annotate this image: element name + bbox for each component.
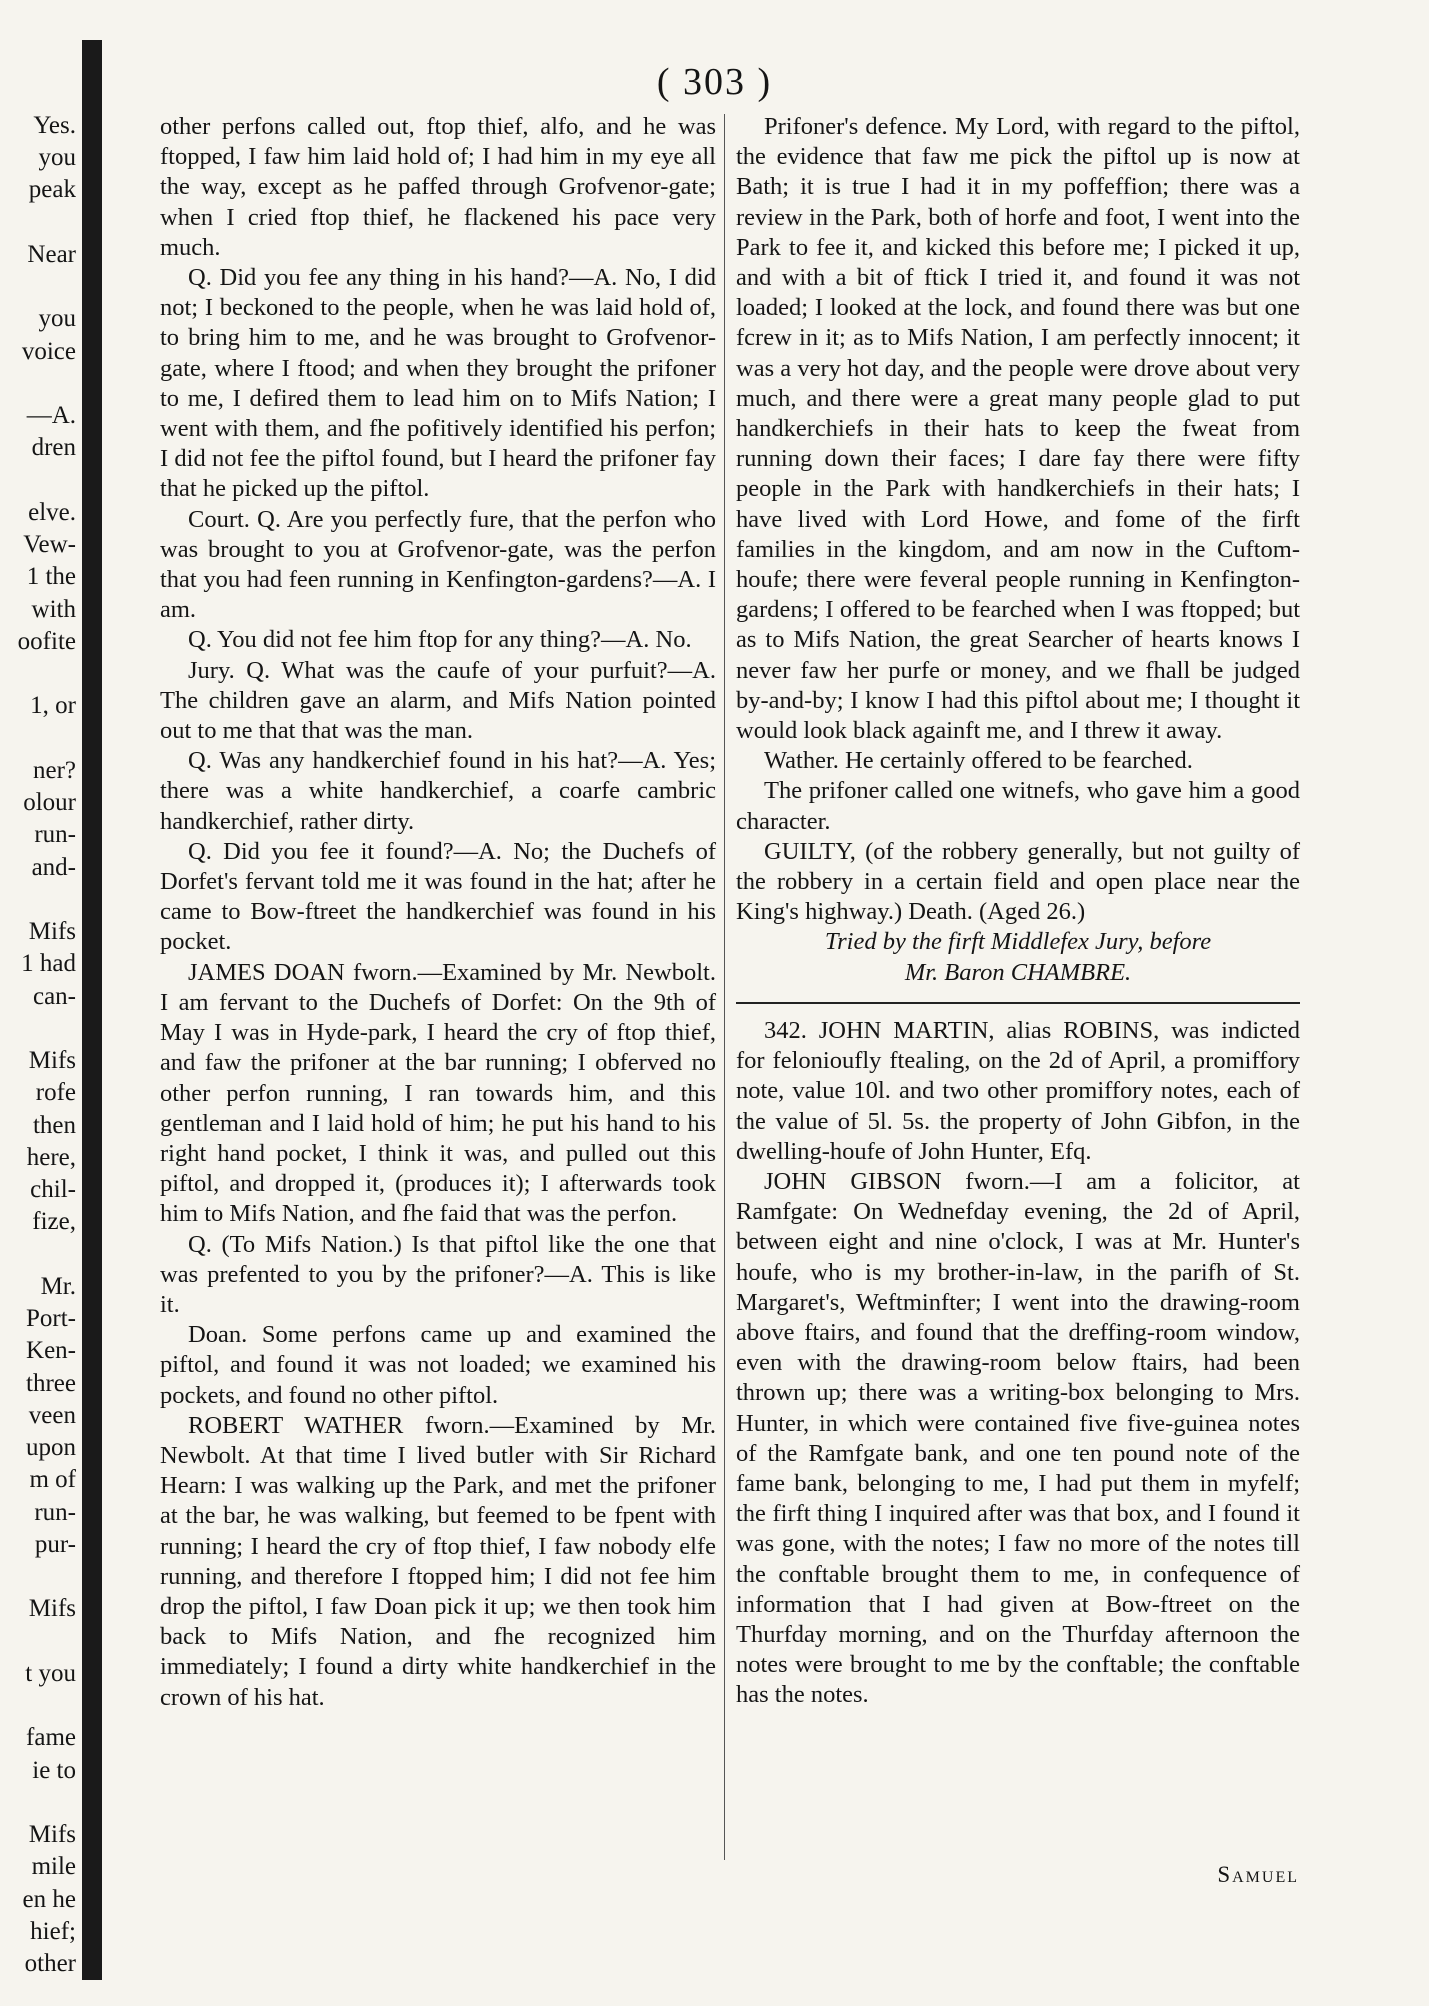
paragraph: 342. JOHN MARTIN, alias ROBINS, was indicted for felonioufly ftealing, on the 2d of April, a promiffory note, value 10l. and two other promiffory notes, each of the value of 5l. 5s. the property of John Gibfon, in the dwelling-houfe of John Hunter, Efq. [736,1016,1300,1165]
paragraph: Jury. Q. What was the caufe of your purfuit?—A. The children gave an alarm, and Mifs Nation pointed out to me that that was the man. [160,656,716,745]
margin-fragment: mile [31,1853,76,1881]
margin-fragment: oofite [17,627,76,655]
margin-fragment: other [24,1950,76,1978]
margin-fragment: 1 the [26,563,76,591]
margin-fragment: Mr. [40,1272,76,1300]
margin-fragment: Yes. [33,112,76,139]
margin-fragment: Mifs [28,1047,76,1075]
margin-fragment: can- [32,982,76,1010]
margin-fragment: —A. [26,402,76,430]
margin-fragment: Mifs [28,1595,76,1623]
margin-fragment: t you [25,1659,76,1687]
margin-fragment: 1 had [21,950,76,978]
paragraph: Q. You did not fee him ftop for any thing?—A. No. [188,626,692,654]
margin-fragment: elve. [28,498,76,526]
margin-fragment: Mifs [28,1821,76,1849]
margin-fragment: 1, or [30,692,76,720]
margin-fragment: you [38,144,76,172]
margin-fragment: olour [23,789,76,817]
catchword: Samuel [1217,1862,1299,1887]
paragraph: Q. Did you fee any thing in his hand?—A. No, I did not; I beckoned to the people, when he was laid hold of, to bring him to me, and he was brought to Grofvenor-gate, where I ftood; and when they brought the prifoner to me, I defired them to lead him on to Mifs Nation; I went with them, and fhe pofitively identified his perfon; I did not fee the piftol found, but I heard the prifoner fay that he picked up the piftol. [160,264,716,503]
margin-fragment: and- [31,853,76,881]
binding-spine [82,40,102,1980]
margin-fragment: ner? [32,756,76,784]
margin-fragment: Ken- [26,1337,76,1365]
margin-fragment: here, [26,1143,76,1171]
left-column [160,112,716,1713]
margin-fragment: hief; [30,1917,76,1945]
margin-fragments [0,112,80,1978]
margin-fragment: m of [29,1466,76,1494]
paragraph: The prifoner called one witnefs, who gave him a good character. [736,777,1300,835]
paragraph: JOHN GIBSON fworn.—I am a folicitor, at Ramfgate: On Wednefday evening, the 2d of April, between eight and nine o'clock, I was at Mr. Hunter's houfe, who is my brother-in-law, in the parifh of St. Margaret's, Weftminfter; I went into the drawing-room above ftairs, and found that the dreffing-room window, even with the drawing-room below ftairs, had been thrown up; there was a writing-box belonging to Mrs. Hunter, in which were contained five five-guinea notes of the Ramfgate bank, and one ten pound note of the fame bank, belonging to me, I had put them in myfelf; the firft thing I inquired after was that box, and I found it was gone, with the notes; I faw no more of the notes till the conftable brought them to me, in confequence of information that I had given at Bow-ftreet on the Thurfday morning, and on the Thurfday afternoon the notes were brought to me by the conftable; the conftable has the notes. [736,1167,1300,1709]
margin-fragment: with [31,595,76,623]
paragraph: Wather. He certainly offered to be fearched. [764,747,1193,775]
paragraph: Q. Did you fee it found?—A. No; the Duchefs of Dorfet's fervant told me it was found in the hat; after he came to Bow-ftreet the handkerchief was found in his pocket. [160,837,716,956]
paragraph: ROBERT WATHER fworn.—Examined by Mr. Newbolt. At that time I lived butler with Sir Richard Hearn: I was walking up the Park, and met the prifoner at the bar, he was walking, but feemed to be fpent with running; I heard the cry of ftop thief, I faw nobody elfe running, and therefore I ftopped him; I did not fee him drop the piftol, I faw Doan pick it up; we then took him back to Mifs Nation, and fhe recognized him immediately; I found a dirty white handkerchief in the crown of his hat. [160,1411,716,1711]
paragraph: GUILTY, (of the robbery generally, but not guilty of the robbery in a certain field and open place near the King's highway.) Death. (Aged 26.) [736,837,1300,926]
margin-fragment: ie to [32,1756,76,1784]
paragraph: other perfons called out, ftop thief, alfo, and he was ftopped, I faw him laid hold of; I had him in my eye all the way, except as he paffed through Grofvenor-gate; when I cried ftop thief, he flackened his pace very much. [160,113,716,261]
margin-fragment: chil- [30,1176,76,1204]
paragraph: Q. Was any handkerchief found in his hat?—A. Yes; there was a white handkerchief, a coarfe cambric handkerchief, rather dirty. [160,747,716,835]
paragraph: Mr. Baron CHAMBRE. [904,958,1132,986]
margin-fragment: voice [21,337,76,365]
margin-fragment: three [26,1369,76,1397]
column-divider [724,114,725,1860]
margin-fragment: Near [27,240,76,268]
margin-fragment: peak [28,176,76,204]
paragraph: Q. (To Mifs Nation.) Is that piftol like the one that was prefented to you by the prifoner?—A. This is like it. [160,1230,716,1318]
paragraph: Court. Q. Are you perfectly fure, that the perfon who was brought to you at Grofvenor-gate, was the perfon that you had feen running in Kenfington-gardens?—A. I am. [160,505,716,624]
paragraph: Tried by the firft Middlefex Jury, before [824,928,1212,956]
margin-fragment: pur- [34,1530,76,1558]
page-number: ( 303 ) [656,61,773,103]
margin-fragment: fame [26,1724,76,1752]
paragraph: Doan. Some perfons came up and examined the piftol, and found it was not loaded; we examined his pockets, and found no other piftol. [160,1321,716,1409]
margin-fragment: run- [34,821,76,849]
margin-fragment: upon [26,1434,76,1462]
paragraph: Prifoner's defence. My Lord, with regard to the piftol, the evidence that faw me pick the piftol up is now at Bath; it is true I had it in my poffeffion; there was a review in the Park, both of horfe and foot, I went into the Park to fee it, and kicked this before me; I picked it up, and with a bit of ftick I tried it, and found it was not loaded; I looked at the lock, and found there was but one fcrew in it; as to Mifs Nation, I am perfectly innocent; it was a very hot day, and the people were drove about very much, and there were a great many people glad to put handkerchiefs in their hats to keep the fweat from running down their faces; I dare fay there were fifty people in the Park with handkerchiefs in their hats; I have lived with Lord Howe, and fome of the firft families in the kingdom, and am now in the Cuftom-houfe; there were feveral people running in Kenfington-gardens; I offered to be fearched when I was ftopped; but as to Mifs Nation, the great Searcher of hearts knows I never faw her purfe or money, and we fhall be judged by-and-by; I know I had this piftol about me; I thought it would look black againft me, and I threw it away. [736,113,1300,745]
margin-fragment: dren [31,434,76,462]
right-column [736,112,1300,1711]
margin-fragment: Port- [26,1305,76,1333]
margin-fragment: run- [34,1498,76,1526]
margin-fragment: then [32,1111,76,1139]
margin-fragment: Vew- [23,531,76,559]
margin-fragment: Mifs [28,918,76,946]
paragraph: JAMES DOAN fworn.—Examined by Mr. Newbolt. I am fervant to the Duchefs of Dorfet: On the 9th of May I was in Hyde-park, I heard the cry of ftop thief, and faw the prifoner at the bar running; I obferved no other perfon running, I ran towards him, and this gentleman and I laid hold of him; he put his hand to his right hand pocket, I think it was, and pulled out this piftol, and dropped it, (produces it); I afterwards took him to Mifs Nation, and fhe faid that was the perfon. [160,958,716,1228]
margin-fragment: fize, [32,1208,76,1236]
margin-fragment: you [38,305,76,333]
margin-fragment: en he [22,1885,76,1913]
section-rule [736,1002,1300,1004]
margin-fragment: rofe [35,1079,76,1107]
margin-fragment: veen [28,1401,76,1429]
